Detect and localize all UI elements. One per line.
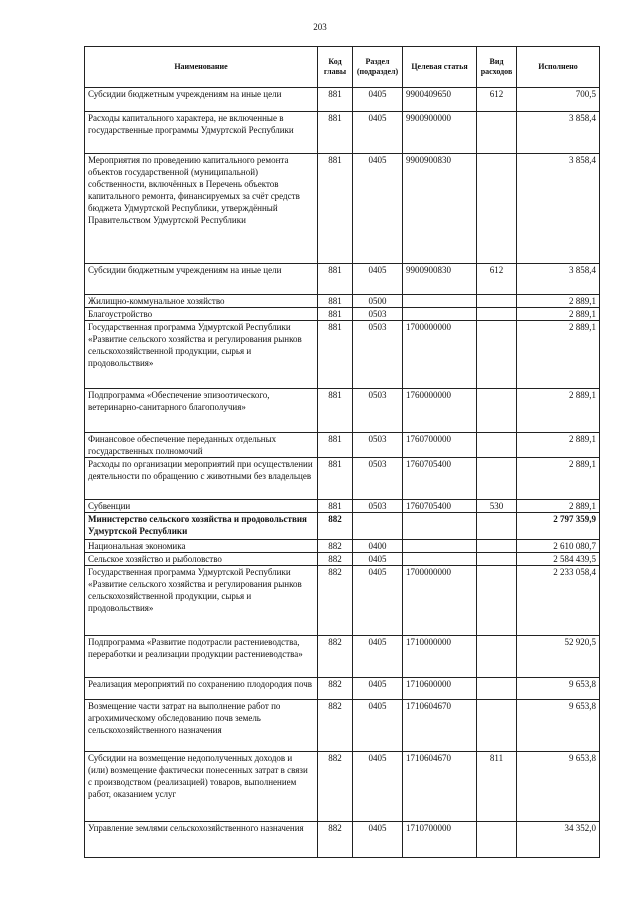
row-code-cell: 881	[318, 295, 353, 308]
row-section-cell: 0405	[353, 700, 403, 752]
row-name-cell: Государственная программа Удмуртской Республики «Развитие сельского хозяйства и регулирования рынков сельскохозяйственной продукции, сырья и продовольствия»	[85, 566, 318, 636]
row-code-cell: 882	[318, 540, 353, 553]
row-expense-type-cell	[477, 295, 517, 308]
row-section-cell: 0405	[353, 112, 403, 154]
row-article-cell	[403, 553, 477, 566]
row-section-cell: 0405	[353, 264, 403, 295]
row-executed-cell: 2 889,1	[517, 295, 600, 308]
row-code-cell: 882	[318, 513, 353, 540]
row-name-cell: Подпрограмма «Развитие подотрасли растениеводства, переработки и реализации продукции растениеводства»	[85, 636, 318, 678]
row-expense-type-cell	[477, 636, 517, 678]
row-article-cell	[403, 308, 477, 321]
row-executed-cell: 9 653,8	[517, 752, 600, 822]
row-name-cell: Возмещение части затрат на выполнение работ по агрохимическому обследованию почв земель сельскохозяйственного назначения	[85, 700, 318, 752]
row-executed-cell: 2 889,1	[517, 500, 600, 513]
row-expense-type-cell	[477, 553, 517, 566]
row-section-cell: 0503	[353, 458, 403, 500]
row-section-cell: 0405	[353, 678, 403, 700]
row-name-cell: Расходы по организации мероприятий при осуществлении деятельности по обращению с животными без владельцев	[85, 458, 318, 500]
row-name-cell: Национальная экономика	[85, 540, 318, 553]
row-code-cell: 882	[318, 752, 353, 822]
row-article-cell: 1760705400	[403, 458, 477, 500]
row-name-cell: Субвенции	[85, 500, 318, 513]
table-body	[85, 88, 600, 858]
row-code-cell: 881	[318, 308, 353, 321]
row-expense-type-cell	[477, 389, 517, 433]
row-expense-type-cell	[477, 700, 517, 752]
header-code: Код главы	[318, 47, 353, 88]
header-name: Наименование	[85, 47, 318, 88]
row-article-cell	[403, 540, 477, 553]
row-executed-cell: 2 797 359,9	[517, 513, 600, 540]
row-section-cell: 0400	[353, 540, 403, 553]
row-article-cell	[403, 295, 477, 308]
row-code-cell: 882	[318, 822, 353, 858]
row-section-cell: 0405	[353, 636, 403, 678]
row-code-cell: 882	[318, 678, 353, 700]
row-section-cell: 0503	[353, 433, 403, 458]
row-article-cell: 1760000000	[403, 389, 477, 433]
row-expense-type-cell	[477, 154, 517, 264]
row-name-cell: Финансовое обеспечение переданных отдельных государственных полномочий	[85, 433, 318, 458]
row-executed-cell: 2 889,1	[517, 458, 600, 500]
row-article-cell: 1710600000	[403, 678, 477, 700]
row-code-cell: 882	[318, 566, 353, 636]
row-code-cell: 881	[318, 458, 353, 500]
row-code-cell: 881	[318, 154, 353, 264]
header-expense-type: Вид расходов	[477, 47, 517, 88]
table-row	[85, 433, 600, 458]
header-executed: Исполнено	[517, 47, 600, 88]
row-executed-cell: 3 858,4	[517, 112, 600, 154]
table-row	[85, 458, 600, 500]
row-name-cell: Субсидии бюджетным учреждениям на иные цели	[85, 88, 318, 112]
row-name-cell: Государственная программа Удмуртской Республики «Развитие сельского хозяйства и регулирования рынков сельскохозяйственной продукции, сырья и продовольствия»	[85, 321, 318, 389]
table-row	[85, 513, 600, 540]
table-row	[85, 264, 600, 295]
row-executed-cell: 2 889,1	[517, 308, 600, 321]
row-expense-type-cell	[477, 458, 517, 500]
table-row	[85, 295, 600, 308]
row-name-cell: Жилищно-коммунальное хозяйство	[85, 295, 318, 308]
row-article-cell: 1710604670	[403, 752, 477, 822]
row-section-cell: 0405	[353, 88, 403, 112]
row-code-cell: 881	[318, 88, 353, 112]
row-code-cell: 881	[318, 389, 353, 433]
row-executed-cell: 2 889,1	[517, 389, 600, 433]
table-row	[85, 154, 600, 264]
row-executed-cell: 3 858,4	[517, 154, 600, 264]
row-article-cell: 1710700000	[403, 822, 477, 858]
row-code-cell: 882	[318, 636, 353, 678]
row-article-cell: 9900900830	[403, 154, 477, 264]
row-section-cell: 0503	[353, 321, 403, 389]
row-executed-cell: 52 920,5	[517, 636, 600, 678]
row-article-cell: 1710000000	[403, 636, 477, 678]
row-expense-type-cell: 811	[477, 752, 517, 822]
row-expense-type-cell: 612	[477, 88, 517, 112]
row-expense-type-cell: 530	[477, 500, 517, 513]
row-executed-cell: 2 584 439,5	[517, 553, 600, 566]
table-row	[85, 308, 600, 321]
table-row	[85, 700, 600, 752]
row-article-cell: 9900900830	[403, 264, 477, 295]
row-executed-cell: 700,5	[517, 88, 600, 112]
row-expense-type-cell	[477, 308, 517, 321]
table-row	[85, 566, 600, 636]
row-section-cell: 0500	[353, 295, 403, 308]
table-row	[85, 822, 600, 858]
table-row	[85, 553, 600, 566]
row-code-cell: 882	[318, 700, 353, 752]
row-name-cell: Подпрограмма «Обеспечение эпизоотического, ветеринарно-санитарного благополучия»	[85, 389, 318, 433]
table-row	[85, 540, 600, 553]
row-executed-cell: 2 233 058,4	[517, 566, 600, 636]
row-executed-cell: 3 858,4	[517, 264, 600, 295]
row-article-cell: 9900900000	[403, 112, 477, 154]
table-row	[85, 678, 600, 700]
row-executed-cell: 9 653,8	[517, 678, 600, 700]
row-name-cell: Министерство сельского хозяйства и продовольствия Удмуртской Республики	[85, 513, 318, 540]
row-section-cell: 0405	[353, 154, 403, 264]
row-expense-type-cell	[477, 513, 517, 540]
table-row	[85, 500, 600, 513]
row-article-cell: 1760700000	[403, 433, 477, 458]
row-code-cell: 881	[318, 321, 353, 389]
row-expense-type-cell	[477, 433, 517, 458]
row-section-cell: 0405	[353, 553, 403, 566]
row-code-cell: 881	[318, 500, 353, 513]
row-name-cell: Благоустройство	[85, 308, 318, 321]
row-article-cell: 1700000000	[403, 321, 477, 389]
row-expense-type-cell	[477, 321, 517, 389]
row-executed-cell: 9 653,8	[517, 700, 600, 752]
header-section: Раздел (подраздел)	[353, 47, 403, 88]
row-section-cell: 0405	[353, 566, 403, 636]
table-row	[85, 321, 600, 389]
table-row	[85, 88, 600, 112]
row-article-cell: 1760705400	[403, 500, 477, 513]
table-row	[85, 752, 600, 822]
table-row	[85, 112, 600, 154]
row-article-cell: 9900409650	[403, 88, 477, 112]
row-name-cell: Сельское хозяйство и рыболовство	[85, 553, 318, 566]
header-article: Целевая статья	[403, 47, 477, 88]
row-expense-type-cell	[477, 112, 517, 154]
row-executed-cell: 2 610 080,7	[517, 540, 600, 553]
row-expense-type-cell	[477, 678, 517, 700]
row-expense-type-cell	[477, 822, 517, 858]
row-section-cell: 0405	[353, 822, 403, 858]
row-name-cell: Субсидии бюджетным учреждениям на иные цели	[85, 264, 318, 295]
row-section-cell: 0503	[353, 389, 403, 433]
row-executed-cell: 2 889,1	[517, 321, 600, 389]
row-expense-type-cell	[477, 566, 517, 636]
row-name-cell: Мероприятия по проведению капитального ремонта объектов государственной (муниципальной) собственности, включённых в Перечень объектов капитального ремонта, финансируемых за счёт средств бюджета Удмуртской Республики, утверждённый Правительством Удмуртской Республики	[85, 154, 318, 264]
row-name-cell: Субсидии на возмещение недополученных доходов и (или) возмещение фактически понесенных затрат в связи с производством (реализацией) товаров, выполнением работ, оказанием услуг	[85, 752, 318, 822]
row-code-cell: 882	[318, 553, 353, 566]
row-code-cell: 881	[318, 264, 353, 295]
table-header-row	[85, 47, 600, 88]
row-name-cell: Расходы капитального характера, не включенные в государственные программы Удмуртской Республики	[85, 112, 318, 154]
row-name-cell: Реализация мероприятий по сохранению плодородия почв	[85, 678, 318, 700]
row-name-cell: Управление землями сельскохозяйственного назначения	[85, 822, 318, 858]
row-executed-cell: 34 352,0	[517, 822, 600, 858]
row-expense-type-cell	[477, 540, 517, 553]
table-row	[85, 389, 600, 433]
row-code-cell: 881	[318, 112, 353, 154]
page-number: 203	[313, 22, 327, 32]
row-section-cell: 0503	[353, 308, 403, 321]
row-section-cell: 0405	[353, 752, 403, 822]
budget-execution-table	[84, 46, 600, 858]
row-expense-type-cell: 612	[477, 264, 517, 295]
row-section-cell: 0503	[353, 500, 403, 513]
row-article-cell	[403, 513, 477, 540]
row-section-cell	[353, 513, 403, 540]
row-article-cell: 1710604670	[403, 700, 477, 752]
row-executed-cell: 2 889,1	[517, 433, 600, 458]
table-row	[85, 636, 600, 678]
row-code-cell: 881	[318, 433, 353, 458]
row-article-cell: 1700000000	[403, 566, 477, 636]
